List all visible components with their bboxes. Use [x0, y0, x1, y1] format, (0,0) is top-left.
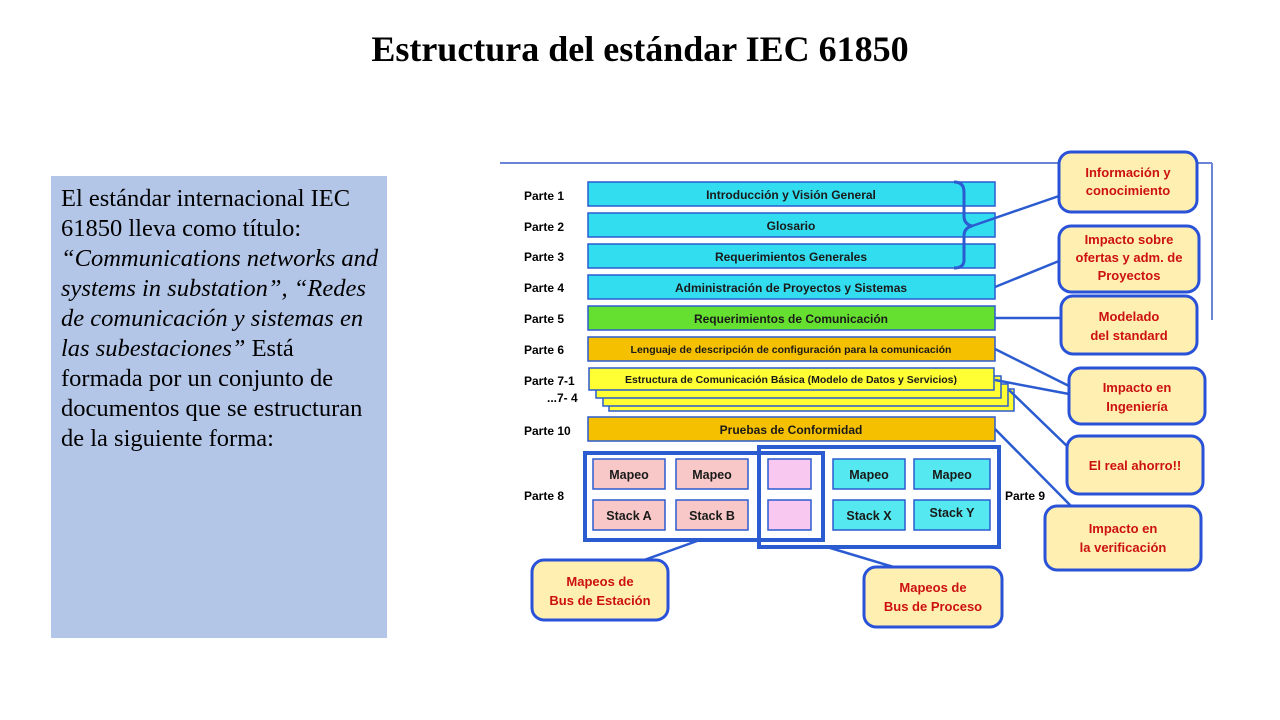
connector-ahorro	[1009, 390, 1069, 448]
iec61850-structure-diagram	[497, 148, 1227, 636]
stack-x-label: Stack X	[846, 509, 892, 523]
empty-box-bottom	[768, 500, 811, 530]
callout-bus-estacion	[532, 560, 668, 620]
part-label-4: Parte 4	[524, 281, 565, 295]
empty-box-top	[768, 459, 811, 489]
callout-ofertas-line2: ofertas y adm. de	[1075, 250, 1183, 265]
part-label-3: Parte 3	[524, 250, 565, 264]
callout-info-line2: conocimiento	[1085, 183, 1171, 198]
bar-text-6: Lenguaje de descripción de configuración para la comunicación	[630, 344, 952, 356]
stack-a-label: Stack A	[606, 509, 652, 523]
description-title-quote: “Communications networks and systems in substation”, “Redes de comunicación y sistemas en las subestaciones”	[61, 245, 379, 362]
callout-info	[1059, 152, 1197, 212]
mapeo-x-label: Mapeo	[849, 468, 889, 482]
bar-text-3: Requerimientos Generales	[714, 250, 868, 264]
callout-modelado-line2: del standard	[1090, 328, 1168, 343]
page-title: Estructura del estándar IEC 61850	[371, 29, 909, 69]
part-label-2: Parte 2	[524, 220, 565, 234]
stack-y-label: Stack Y	[929, 506, 975, 520]
part-label-10: Parte 10	[524, 424, 571, 438]
callout-ofertas-line3: Proyectos	[1097, 268, 1161, 283]
bar-text-5: Requerimientos de Comunicación	[693, 312, 889, 326]
part-label-7-1: Parte 7-1	[524, 374, 575, 388]
connector-ofertas	[995, 261, 1059, 287]
callout-ingenieria-line1: Impacto en	[1102, 380, 1172, 395]
mapeo-b-label: Mapeo	[692, 468, 732, 482]
callout-modelado	[1061, 296, 1197, 354]
part-label-9: Parte 9	[1005, 489, 1046, 503]
callout-bus-proceso-line1: Mapeos de	[899, 580, 967, 595]
part-label-1: Parte 1	[524, 189, 565, 203]
bar-text-4: Administración de Proyectos y Sistemas	[674, 281, 908, 295]
callout-ofertas-line1: Impacto sobre	[1084, 232, 1174, 247]
mapeo-y-label: Mapeo	[932, 468, 972, 482]
callout-bus-proceso	[864, 567, 1002, 627]
description-intro: El estándar internacional IEC 61850 lleva como título:	[61, 185, 351, 242]
bar-text-10: Pruebas de Conformidad	[719, 423, 863, 437]
part-label-7-4: ...7- 4	[547, 391, 578, 405]
callout-verificacion-line1: Impacto en	[1088, 521, 1158, 536]
callout-bus-proceso-line2: Bus de Proceso	[883, 599, 983, 614]
callout-info-line1: Información y	[1085, 165, 1171, 180]
bar-text-2: Glosario	[766, 219, 816, 233]
callout-bus-estacion-line1: Mapeos de	[566, 574, 634, 589]
part-label-8: Parte 8	[524, 489, 565, 503]
connector-bus-proceso	[827, 547, 897, 568]
bar-text-7-1: Estructura de Comunicación Básica (Modelo de Datos y Servicios)	[624, 374, 958, 386]
bar-text-1: Introducción y Visión General	[706, 188, 876, 202]
description-box	[51, 176, 387, 638]
stack-b-label: Stack B	[689, 509, 735, 523]
callout-modelado-line1: Modelado	[1098, 309, 1160, 324]
description-end: Está formada por un conjunto de documentos que se estructuran de la siguiente forma:	[61, 335, 363, 452]
connector-ingenieria-1	[995, 349, 1069, 386]
callout-ahorro-text: El real ahorro!!	[1088, 458, 1182, 473]
callout-verificacion-line2: la verificación	[1079, 540, 1167, 555]
callout-ingenieria	[1069, 368, 1205, 424]
callout-ingenieria-line2: Ingeniería	[1106, 399, 1168, 414]
part-label-6: Parte 6	[524, 343, 565, 357]
callout-verificacion	[1045, 506, 1201, 570]
part-label-5: Parte 5	[524, 312, 565, 326]
callout-bus-estacion-line2: Bus de Estación	[549, 593, 651, 608]
mapeo-a-label: Mapeo	[609, 468, 649, 482]
